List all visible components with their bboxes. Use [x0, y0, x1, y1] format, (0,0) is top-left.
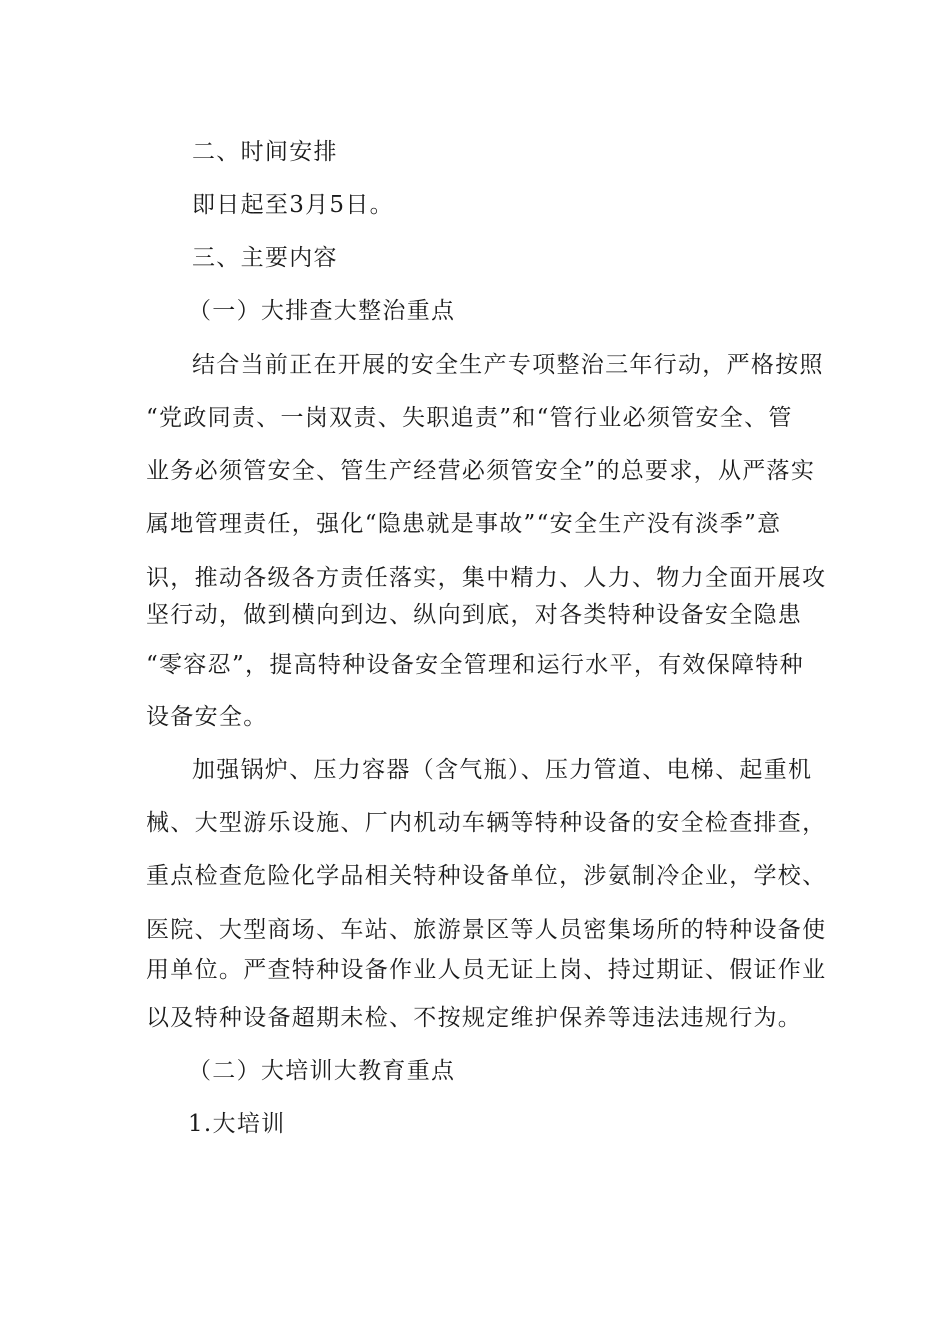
paragraph-1-line: 业务必须管安全、管生产经营必须管安全”的总要求，从严落实	[146, 458, 816, 484]
paragraph-2-line: 医院、大型商场、车站、旅游景区等人员密集场所的特种设备使	[146, 917, 827, 943]
paragraph-2-line: 加强锅炉、压力容器（含气瓶）、压力管道、电梯、起重机	[192, 757, 813, 783]
paragraph-2-line: 械、大型游乐设施、厂内机动车辆等特种设备的安全检查排查，	[146, 810, 827, 836]
subheading-training: （二）大培训大教育重点	[188, 1058, 456, 1084]
paragraph-2-line: 重点检查危险化学品相关特种设备单位，涉氨制冷企业，学校、	[146, 863, 827, 889]
section-heading-content: 三、主要内容	[192, 245, 338, 271]
paragraph-1-line: 结合当前正在开展的安全生产专项整治三年行动，严格按照	[192, 352, 824, 378]
paragraph-1-line: 识，推动各级各方责任落实，集中精力、人力、物力全面开展攻	[146, 565, 827, 591]
paragraph-1-line: “零容忍”，提高特种设备安全管理和运行水平，有效保障特种	[146, 652, 804, 678]
section-heading-schedule: 二、时间安排	[192, 139, 338, 165]
paragraph-1-line: “党政同责、一岗双责、失职追责”和“管行业必须管安全、管	[146, 405, 793, 431]
schedule-text: 即日起至3月5日。	[192, 192, 394, 218]
paragraph-2-line: 用单位。严查特种设备作业人员无证上岗、持过期证、假证作业	[146, 957, 827, 983]
list-item-training: 1.大培训	[188, 1111, 286, 1137]
paragraph-1-line: 坚行动，做到横向到边、纵向到底，对各类特种设备安全隐患	[146, 602, 803, 628]
paragraph-2-line: 以及特种设备超期未检、不按规定维护保养等违法违规行为。	[146, 1005, 803, 1031]
paragraph-1-line: 属地管理责任，强化“隐患就是事故”“安全生产没有淡季”意	[146, 511, 782, 537]
paragraph-1-line: 设备安全。	[146, 704, 268, 730]
subheading-inspection: （一）大排查大整治重点	[188, 298, 456, 324]
